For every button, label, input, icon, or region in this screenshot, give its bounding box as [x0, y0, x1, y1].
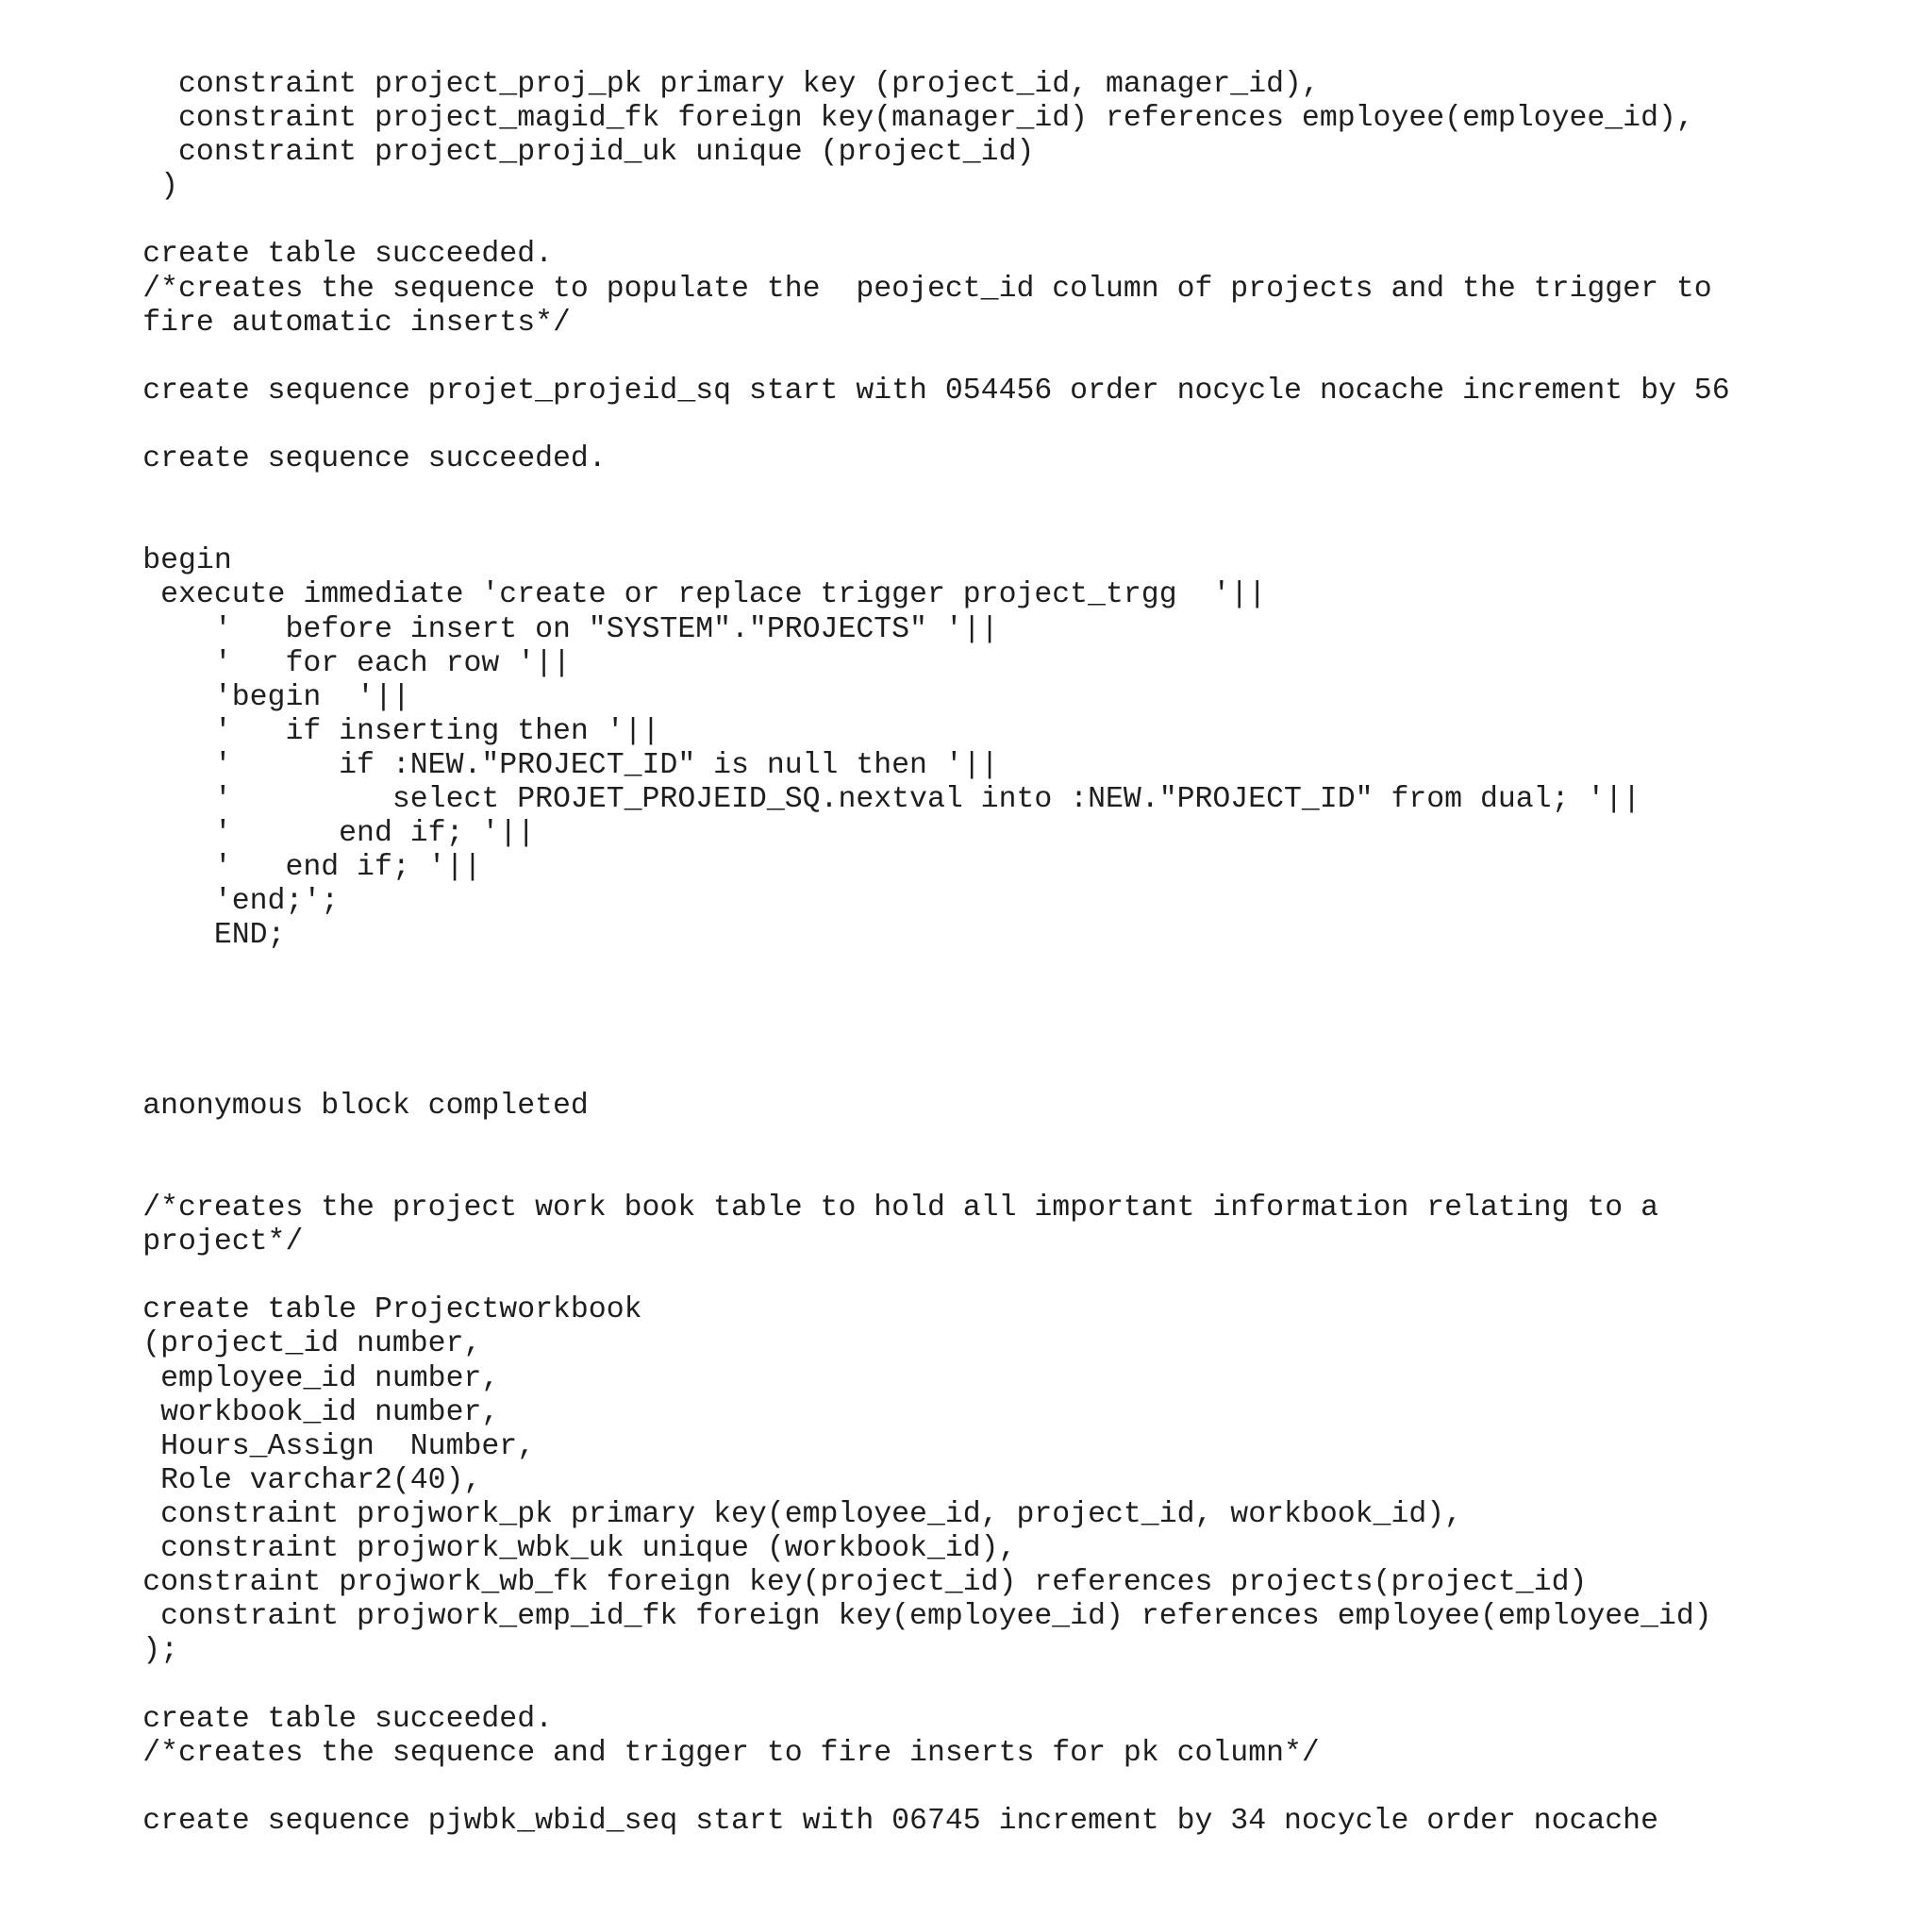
blank-line [0, 1056, 1730, 1090]
text-line: ' if inserting then '|| [0, 714, 660, 748]
text-line: anonymous block completed [0, 1089, 589, 1123]
text-line: ' select PROJET_PROJEID_SQ.nextval into :NEW."PROJECT_ID" from dual; '|| [0, 782, 1641, 816]
text-line: create table succeeded. [0, 1702, 553, 1736]
text-line: create table succeeded. [0, 238, 553, 272]
blank-line [0, 1124, 1730, 1158]
text-line: /*creates the sequence and trigger to fire inserts for pk column*/ [0, 1736, 1320, 1770]
text-line: ) [0, 170, 179, 204]
text-line: constraint projwork_emp_id_fk foreign key(employee_id) references employee(employee_id) [0, 1600, 1712, 1634]
text-line: Hours_Assign Number, [0, 1429, 536, 1463]
text-line: ' before insert on "SYSTEM"."PROJECTS" '|| [0, 612, 999, 646]
text-line: create sequence projet_projeid_sq start with 054456 order nocycle nocache increment by 56 [0, 374, 1730, 408]
blank-line [0, 953, 1730, 987]
blank-line [0, 476, 1730, 510]
text-line: create sequence pjwbk_wbid_seq start with 06745 increment by 34 nocycle order nocache [0, 1804, 1658, 1838]
blank-line [0, 1158, 1730, 1192]
blank-line [0, 204, 1730, 238]
text-line: ' for each row '|| [0, 646, 571, 680]
text-line: ); [0, 1634, 179, 1668]
text-line: ' end if; '|| [0, 817, 536, 851]
blank-line [0, 1259, 1730, 1293]
text-line: 'end;'; [0, 885, 340, 919]
text-line: begin [0, 544, 232, 578]
text-line: Role varchar2(40), [0, 1463, 482, 1497]
blank-line [0, 988, 1730, 1022]
blank-line [0, 510, 1730, 544]
text-line: constraint project_magid_fk foreign key(manager_id) references employee(employee_id), [0, 102, 1694, 136]
blank-line [0, 408, 1730, 442]
text-line: fire automatic inserts*/ [0, 306, 571, 340]
text-line: (project_id number, [0, 1327, 482, 1361]
text-line: project*/ [0, 1225, 304, 1259]
text-line: create table Projectworkbook [0, 1293, 642, 1327]
text-line: ' if :NEW."PROJECT_ID" is null then '|| [0, 748, 999, 782]
blank-line [0, 1022, 1730, 1056]
text-line: constraint projwork_wbk_uk unique (workbook_id), [0, 1532, 1017, 1566]
sql-script-text [0, 68, 1730, 1839]
text-line: 'begin '|| [0, 680, 410, 714]
text-line: /*creates the project work book table to hold all important information relating to a [0, 1192, 1658, 1225]
text-line: employee_id number, [0, 1361, 500, 1395]
text-line: ' end if; '|| [0, 851, 482, 885]
text-line: workbook_id number, [0, 1395, 500, 1429]
text-line: END; [0, 919, 286, 953]
text-line: constraint projwork_wb_fk foreign key(project_id) references projects(project_id) [0, 1566, 1588, 1600]
text-line: constraint project_proj_pk primary key (project_id, manager_id), [0, 68, 1320, 101]
text-line: execute immediate 'create or replace trigger project_trgg '|| [0, 578, 1267, 612]
text-line: constraint project_projid_uk unique (project_id) [0, 136, 1035, 170]
text-line: /*creates the sequence to populate the peoject_id column of projects and the trigger to [0, 272, 1712, 306]
text-line: create sequence succeeded. [0, 442, 607, 476]
text-line: constraint projwork_pk primary key(employee_id, project_id, workbook_id), [0, 1497, 1463, 1531]
blank-line [0, 1668, 1730, 1702]
blank-line [0, 341, 1730, 375]
blank-line [0, 1771, 1730, 1805]
